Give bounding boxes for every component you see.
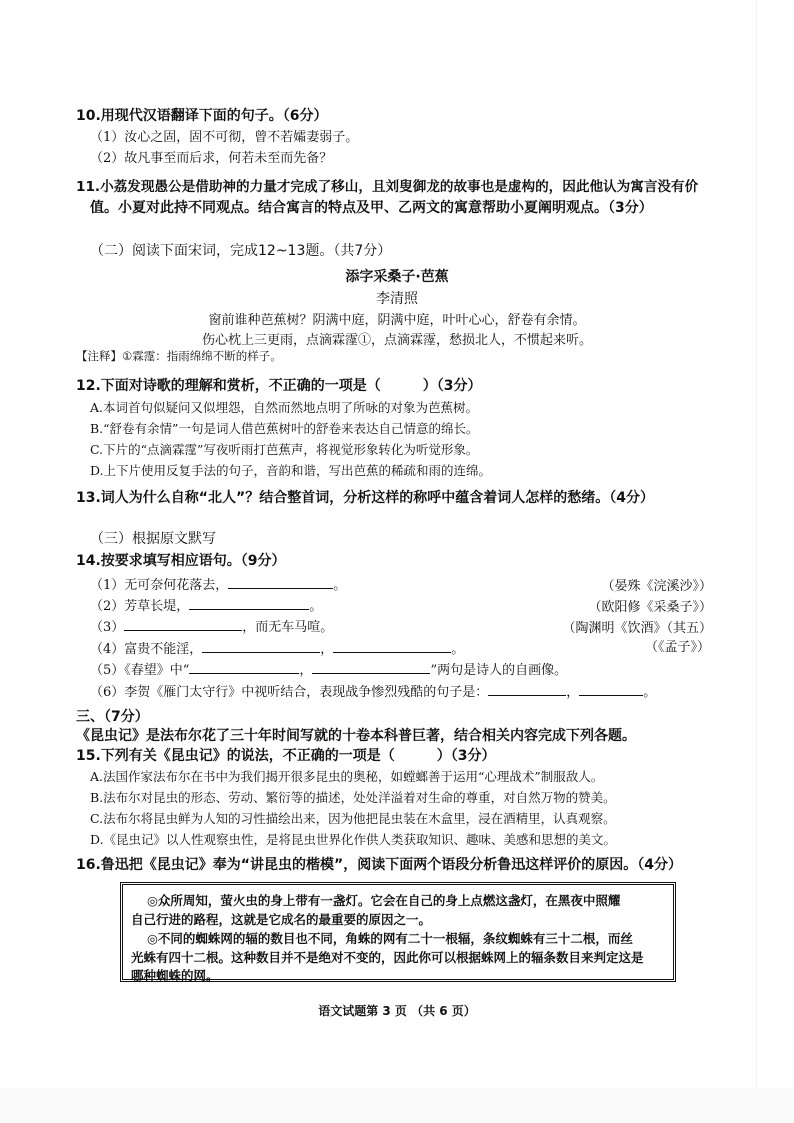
recite-blank-4a[interactable] bbox=[202, 639, 320, 653]
recite-blank-6a[interactable] bbox=[488, 682, 566, 696]
recite-item-4: （4）富贵不能淫， ， 。 bbox=[90, 639, 464, 658]
recite-item-5: （5）《春望》中“ ， ”两句是诗人的自画像。 bbox=[90, 660, 567, 679]
q11-line1: 11.小荔发现愚公是借助神的力量才完成了移山，且刘叟御龙的故事也是虚构的，因此他认为寓言没有价 bbox=[76, 179, 699, 195]
passage-line-4: 光蛛有四十二根。这种数目并不是绝对不变的，因此你可以根据蛛网上的辐条数目来判定这是 bbox=[131, 950, 644, 965]
page-footer: 语文试题第 3 页 （共 6 页） bbox=[318, 1004, 476, 1018]
section3-heading: （三）根据原文默写 bbox=[90, 531, 216, 547]
q15-option-a: A.法国作家法布尔在书中为我们揭开很多昆虫的奥秘，如螳螂善于运用“心理战术”制服敌人。 bbox=[90, 769, 604, 784]
q12-option-a: A.本词首句似疑问又似埋怨，自然而然地点明了所咏的对象为芭蕉树。 bbox=[90, 400, 479, 415]
q10-item-1: （1）汝心之固，固不可彻，曾不若孀妻弱子。 bbox=[90, 130, 359, 145]
q10-stem: 10.用现代汉语翻译下面的句子。（6分） bbox=[76, 108, 328, 124]
poem-line-2: 伤心枕上三更雨，点滴霖霪①，点滴霖霪，愁损北人，不惯起来听。 bbox=[201, 333, 592, 348]
recite-blank-4b[interactable] bbox=[333, 639, 451, 653]
poem-title: 添字采桑子·芭蕉 bbox=[345, 269, 449, 285]
recite-source-2: （欧阳修《采桑子》） bbox=[588, 600, 712, 615]
q11-line2: 值。小夏对此持不同观点。结合寓言的特点及甲、乙两文的寓意帮助小夏阐明观点。（3分） bbox=[90, 200, 653, 216]
recite-item-1: （1）无可奈何花落去， 。 bbox=[90, 575, 346, 594]
passage-line-5: 哪种蜘蛛的网。 bbox=[131, 968, 219, 983]
q12-option-d: D.上下片使用反复手法的句子，音韵和谐，写出芭蕉的稀疏和雨的连绵。 bbox=[90, 463, 492, 478]
recite-blank-1[interactable] bbox=[228, 575, 333, 589]
q15-stem: 15.下列有关《昆虫记》的说法，不正确的一项是（ ）（3分） bbox=[76, 748, 496, 764]
passage-line-3: ◎不同的蜘蛛网的辐的数目也不同，角蛛的网有二十一根辐，条纹蜘蛛有三十二根，而丝 bbox=[147, 931, 633, 946]
q12-option-b: B.“舒卷有余情”一句是词人借芭蕉树叶的舒卷来表达自己情意的绵长。 bbox=[90, 421, 479, 436]
recite-blank-5a[interactable] bbox=[189, 660, 299, 674]
poem-line-1: 窗前谁种芭蕉树？阴满中庭，阴满中庭，叶叶心心，舒卷有余情。 bbox=[208, 313, 586, 328]
poem-author: 李清照 bbox=[376, 291, 418, 307]
recite-source-3: （陶渊明《饮酒》（其五） bbox=[562, 621, 712, 636]
recite-blank-6b[interactable] bbox=[579, 682, 643, 696]
q15-option-b: B.法布尔对昆虫的形态、劳动、繁衍等的描述，处处洋溢着对生命的尊重，对自然万物的赞美。 bbox=[90, 790, 616, 805]
recite-blank-5b[interactable] bbox=[312, 660, 430, 674]
part3-heading: 三、（7分） bbox=[76, 709, 149, 725]
q15-option-d: D.《昆虫记》以人性观察虫性，是将昆虫世界化作供人类获取知识、趣味、美感和思想的美文。 bbox=[90, 832, 617, 847]
recite-blank-2[interactable] bbox=[189, 596, 309, 610]
recite-item-3: （3） ，而无车马喧。 bbox=[90, 617, 333, 636]
q12-option-c: C.下片的“点滴霖霪”写夜听雨打芭蕉声，将视觉形象转化为听觉形象。 bbox=[90, 442, 479, 457]
q14-stem: 14.按要求填写相应语句。（9分） bbox=[76, 553, 286, 569]
passage-line-1: ◎众所周知，萤火虫的身上带有一盏灯。它会在自己的身上点燃这盏灯，在黑夜中照耀 bbox=[147, 893, 621, 908]
section2-heading: （二）阅读下面宋词，完成12~13题。（共7分） bbox=[90, 243, 392, 259]
q12-stem: 12.下面对诗歌的理解和赏析，不正确的一项是（ ）（3分） bbox=[76, 378, 482, 394]
recite-blank-3[interactable] bbox=[124, 617, 242, 631]
scan-bottom-band bbox=[0, 1088, 794, 1123]
scan-edge bbox=[756, 0, 757, 1100]
reading-passage-box bbox=[120, 882, 676, 982]
recite-item-6: （6）李贺《雁门太守行》中视听结合，表现战争惨烈残酷的句子是： ， 。 bbox=[90, 682, 656, 701]
recite-source-4: （《孟子》） bbox=[644, 640, 710, 655]
part3-intro: 《昆虫记》是法布尔花了三十年时间写就的十卷本科普巨著，结合相关内容完成下列各题。 bbox=[76, 728, 636, 744]
recite-item-2: （2）芳草长堤， 。 bbox=[90, 596, 322, 615]
poem-annotation: 【注释】①霖霪：指雨绵绵不断的样子。 bbox=[76, 349, 282, 363]
q15-option-c: C.法布尔将昆虫鲜为人知的习性描绘出来，因为他把昆虫装在木盒里，浸在酒精里，认真观察。 bbox=[90, 811, 616, 826]
q13-stem: 13.词人为什么自称“北人”？结合整首词，分析这样的称呼中蕴含着词人怎样的愁绪。（4分） bbox=[76, 490, 654, 506]
q10-item-2: （2）故凡事至而后求，何若未至而先备？ bbox=[90, 151, 333, 166]
recite-source-1: （晏殊《浣溪沙》） bbox=[601, 579, 712, 594]
q16-stem: 16.鲁迅把《昆虫记》奉为“讲昆虫的楷模”，阅读下面两个语段分析鲁迅这样评价的原因。（4分） bbox=[76, 857, 682, 873]
passage-line-2: 自己行进的路程，这就是它成名的最重要的原因之一。 bbox=[131, 912, 432, 927]
